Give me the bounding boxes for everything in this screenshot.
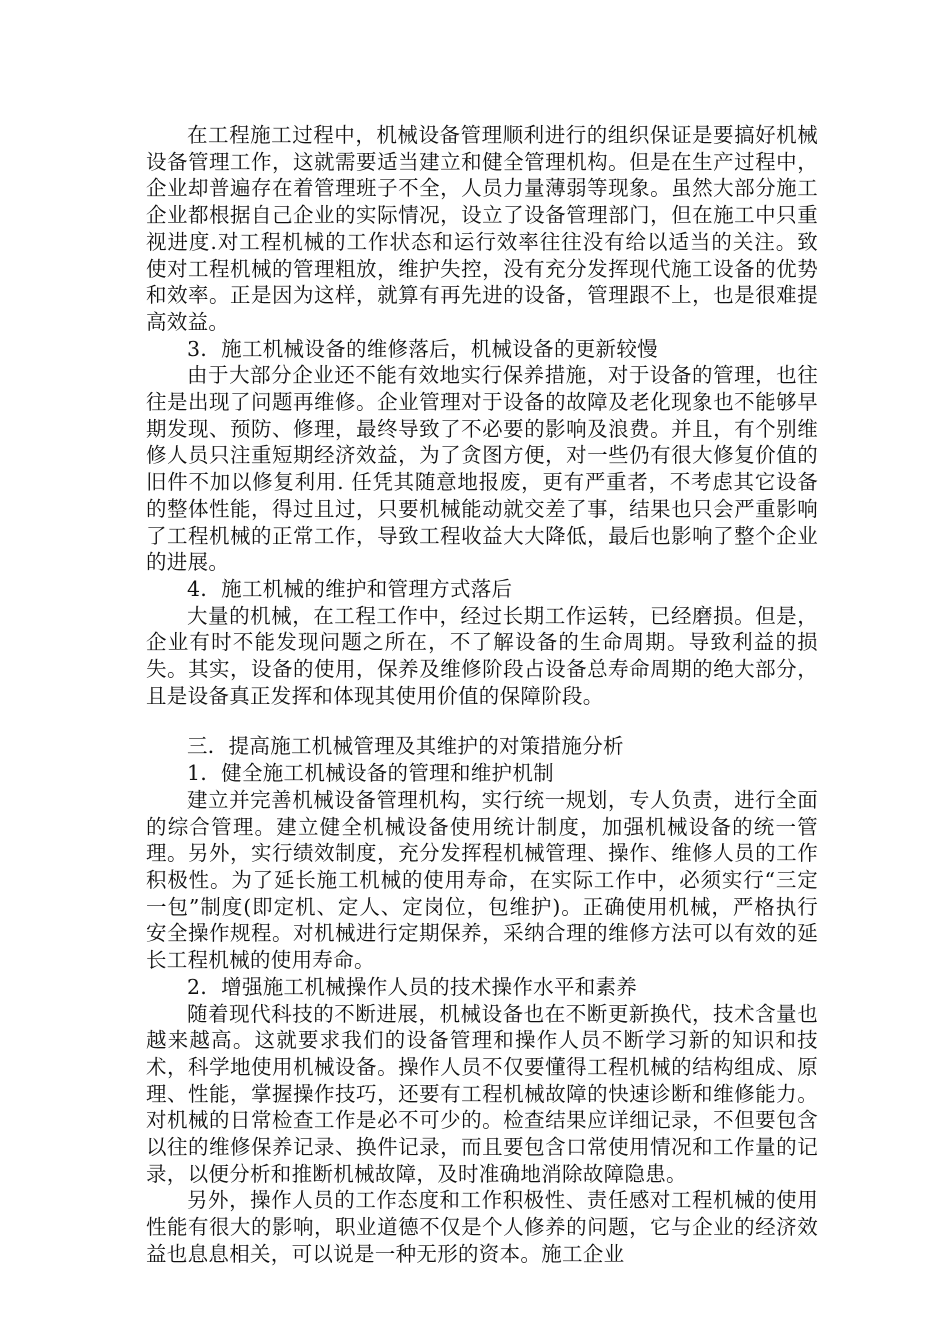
section-spacer [146, 709, 818, 733]
section-heading-countermeasures: 三．提高施工机械管理及其维护的对策措施分析 [187, 734, 624, 759]
paragraph-work-attitude: 另外，操作人员的工作态度和工作积极性、责任感对工程机械的使用性能有很大的影响，职业道德不仅是个人修养的问题，它与企业的经济效益也息息相关，可以说是一种无形的资本。施工企业 [146, 1188, 818, 1266]
paragraph-operator-skills: 随着现代科技的不断进展，机械设备也在不断更新换代，技术含量也越来越高。这就要求我们的设备管理和操作人员不断学习新的知识和技术，科学地使用机械设备。操作人员不仅要懂得工程机械的结构组成、原理、性能，掌握操作技巧，还要有工程机械故障的快速诊断和维修能力。对机械的日常检查工作是必不可少的。检查结果应详细记录，不但要包含以往的维修保养记录、换件记录，而且要包含口常使用情况和工作量的记录，以便分析和推断机械故障，及时准确地消除故障隐患。 [146, 1001, 818, 1186]
paragraph-improve-mechanism: 建立并完善机械设备管理机构，实行统一规划，专人负责，进行全面的综合管理。建立健全机械设备使用统计制度，加强机械设备的统一管理。另外，实行绩效制度，充分发挥程机械管理、操作、维修人员的工作积极性。为了延长施工机械的使用寿命，在实际工作中，必须实行“三定一包”制度(即定机、定人、定岗位，包维护)。正确使用机械，严格执行安全操作规程。对机械进行定期保养，采纳合理的维修方法可以有效的延长工程机械的使用寿命。 [146, 787, 818, 973]
paragraph-management-organization: 在工程施工过程中，机械设备管理顺利进行的组织保证是要搞好机械设备管理工作，这就需要适当建立和健全管理机构。但是在生产过程中，企业却普遍存在着管理班子不全，人员力量薄弱等现象。虽然大部分施工企业都根据自己企业的实际情况，设立了设备管理部门，但在施工中只重视进度.对工程机械的工作状态和运行效率往往没有给以适当的关注。致使对工程机械的管理粗放，维护失控，没有充分发挥现代施工设备的优势和效率。正是因为这样，就算有再先进的设备，管理跟不上，也是很难提高效益。 [146, 123, 818, 334]
heading-maintenance-lagging: 3．施工机械设备的维修落后，机械设备的更新较慢 [187, 336, 658, 361]
heading-improve-mechanism: 1．健全施工机械设备的管理和维护机制 [187, 761, 554, 786]
paragraph-maintenance-lagging: 由于大部分企业还不能有效地实行保养措施，对于设备的管理，也往往是出现了问题再维修。企业管理对于设备的故障及老化现象也不能够早期发现、预防、修理，最终导致了不必要的影响及浪费。并且，有个别维修人员只注重短期经济效益，为了贪图方便，对一些仍有很大修复价值的旧件不加以修复利用. 任凭其随意地报废，更有严重者，不考虑其它设备的整体性能，得过且过，只要机械能动就交差了事，结果也只会严重影响了工程机械的正常工作，导致工程收益大大降低，最后也影响了整个企业的进展。 [146, 363, 818, 575]
paragraph-maintenance-methods: 大量的机械，在工程工作中，经过长期工作运转，已经磨损。但是，企业有时不能发现问题之所在，不了解设备的生命周期。导致利益的损失。其实，设备的使用，保养及维修阶段占设备总寿命周期的绝大部分，且是设备真正发挥和体现其使用价值的保障阶段。 [146, 603, 818, 708]
heading-operator-skills: 2．增强施工机械操作人员的技术操作水平和素养 [187, 974, 638, 999]
document-body [146, 122, 818, 1268]
heading-maintenance-methods: 4．施工机械的维护和管理方式落后 [187, 576, 513, 601]
